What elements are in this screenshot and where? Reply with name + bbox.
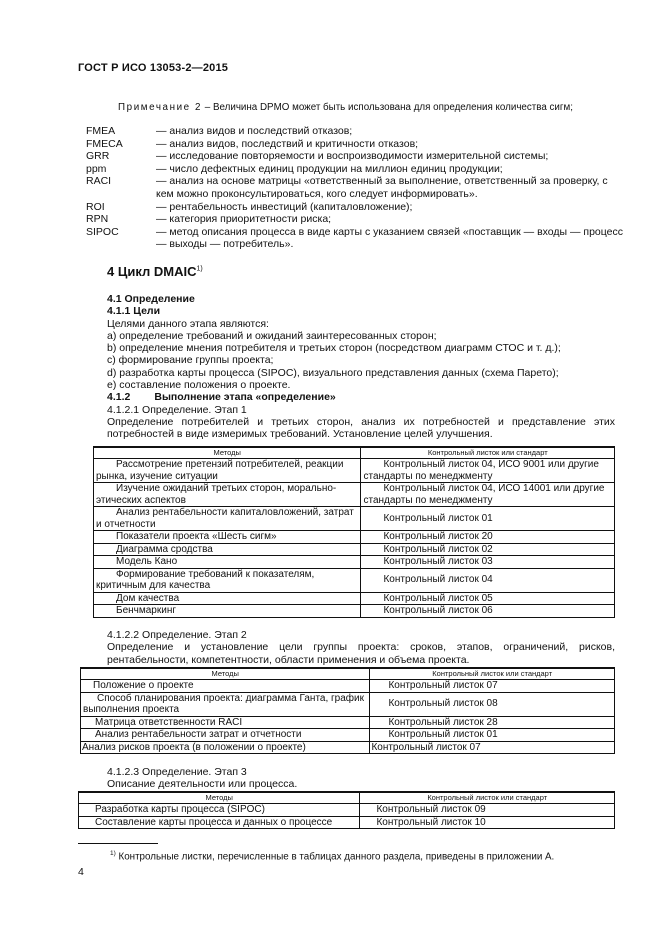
abbreviation-item — [86, 175, 626, 200]
table-header-row — [81, 668, 615, 680]
method-cell: Положение о проекте — [81, 680, 370, 693]
section-4-1-1-heading: 4.1.1 Цели — [107, 305, 161, 318]
table-row — [94, 543, 615, 556]
abbreviation-key: ppm — [86, 162, 107, 175]
stage-1-text: Определение потребителей и третьих сторон, анализ их потребностей и представление этих потребностей в виде измеримых требований. Установление целей улучшения. — [107, 415, 615, 441]
page-number: 4 — [78, 866, 84, 878]
column-header: Контрольный листок или стандарт — [370, 668, 615, 680]
stage-1-table — [93, 446, 615, 618]
checklist-cell: Контрольный листок 04, ИСО 9001 или другие стандарты по менеджменту — [361, 459, 615, 483]
table-row — [81, 729, 615, 742]
method-cell: Составление карты процесса и данных о процессе — [79, 816, 360, 829]
column-header: Методы — [81, 668, 370, 680]
table-row — [79, 804, 615, 817]
method-cell: Диаграмма сродства — [94, 543, 361, 556]
abbreviation-key: RPN — [86, 213, 109, 226]
stage-3-table — [78, 791, 615, 829]
method-cell: Рассмотрение претензий потребителей, реакции рынка, изучение ситуации — [94, 459, 361, 483]
checklist-cell: Контрольный листок 28 — [370, 716, 615, 729]
column-header: Методы — [79, 792, 360, 804]
method-cell: Дом качества — [94, 592, 361, 605]
abbreviation-key: FMECA — [86, 137, 123, 150]
abbreviation-value: — метод описания процесса в виде карты с указанием связей «поставщик — входы — процесс — выходы — потребитель». — [156, 225, 623, 251]
method-cell: Способ планирования проекта: диаграмма Ганта, график выполнения проекта — [81, 692, 370, 716]
section-title: 4 Цикл DMAIC — [107, 264, 197, 279]
abbreviation-item — [86, 125, 626, 138]
stage-2-text: Определение и установление цели группы проекта: сроков, этапов, ограничений, рисков, рентабельности, компетентности, области применения и объема проекта. — [107, 641, 615, 666]
abbreviation-item — [86, 201, 626, 214]
abbreviation-item — [86, 163, 626, 176]
footnote-divider — [78, 843, 158, 844]
abbreviations-list — [86, 125, 626, 251]
abbreviation-value: — рентабельность инвестиций (капиталовложение); — [156, 200, 413, 213]
footnote-ref: 1) — [196, 265, 203, 273]
method-cell: Формирование требований к показателям, критичным для качества — [94, 568, 361, 592]
column-header: Методы — [94, 447, 361, 459]
goal-item: e) составление положения о проекте. — [107, 379, 291, 392]
checklist-cell: Контрольный листок 20 — [361, 531, 615, 544]
checklist-cell: Контрольный листок 09 — [360, 804, 615, 817]
stage-2-heading: 4.1.2.2 Определение. Этап 2 — [107, 629, 247, 641]
table-row — [94, 483, 615, 507]
table-header-row — [79, 792, 615, 804]
note-2 — [118, 102, 573, 113]
abbreviation-value: — анализ видов, последствий и критичности отказов; — [156, 137, 419, 150]
goal-item: b) определение мнения потребителя и третьих сторон (посредством диаграмм СТОС и т. д.); — [107, 342, 561, 355]
checklist-cell: Контрольный листок 01 — [370, 729, 615, 742]
abbreviation-value: — категория приоритетности риска; — [156, 213, 332, 226]
method-cell: Бенчмаркинг — [94, 605, 361, 618]
abbreviation-item — [86, 150, 626, 163]
checklist-cell: Контрольный листок 07 — [370, 741, 615, 754]
column-header: Контрольный листок или стандарт — [360, 792, 615, 804]
abbreviation-item — [86, 213, 626, 226]
section-4-heading — [107, 264, 203, 279]
abbreviation-value: — анализ на основе матрицы «ответственный за выполнение, ответственный за проверку, с кем можно проконсультироваться, кого следует информировать». — [156, 175, 608, 200]
section-number: 4.1.2 — [107, 391, 131, 404]
footnote-text: Контрольные листки, перечисленные в таблицах данного раздела, приведены в приложении А. — [115, 851, 555, 863]
method-cell: Анализ рентабельности затрат и отчетности — [81, 729, 370, 742]
note-text: – Величина DPMO может быть использована для определения количества сигм; — [202, 102, 573, 113]
goal-item: d) разработка карты процесса (SIPOC), визуального представления данных (схема Парето); — [107, 366, 559, 379]
abbreviation-value: — число дефектных единиц продукции на миллион единиц продукции; — [156, 162, 503, 175]
abbreviation-key: SIPOC — [86, 225, 119, 238]
goal-item: a) определение требований и ожиданий заинтересованных сторон; — [107, 329, 437, 342]
table-header-row — [94, 447, 615, 459]
table-row — [94, 568, 615, 592]
abbreviation-item — [86, 226, 626, 251]
table-row — [81, 680, 615, 693]
abbreviation-key: RACI — [86, 175, 112, 188]
checklist-cell: Контрольный листок 10 — [360, 816, 615, 829]
document-header: ГОСТ Р ИСО 13053-2—2015 — [78, 62, 229, 74]
stage-3-section — [107, 766, 615, 791]
abbreviation-key: FMEA — [86, 125, 116, 137]
footnote-mark: 1) — [110, 850, 116, 857]
method-cell: Показатели проекта «Шесть сигм» — [94, 531, 361, 544]
checklist-cell: Контрольный листок 04, ИСО 14001 или другие стандарты по менеджменту — [361, 483, 615, 507]
section-title: Выполнение этапа «определение» — [154, 391, 336, 404]
checklist-cell: Контрольный листок 06 — [361, 605, 615, 618]
stage-2-section — [107, 629, 615, 666]
table-row — [79, 816, 615, 829]
stage-2-table — [80, 667, 615, 754]
checklist-cell: Контрольный листок 01 — [361, 507, 615, 531]
column-header: Контрольный листок или стандарт — [361, 447, 615, 459]
abbreviation-value: — исследование повторяемости и воспроизводимости измерительной системы; — [156, 150, 549, 163]
checklist-cell: Контрольный листок 08 — [370, 692, 615, 716]
table-row — [81, 741, 615, 754]
section-4-1-heading: 4.1 Определение — [107, 293, 195, 305]
checklist-cell: Контрольный листок 05 — [361, 592, 615, 605]
table-row — [94, 556, 615, 569]
goals-intro: Целями данного этапа являются: — [107, 317, 269, 330]
table-row — [81, 716, 615, 729]
checklist-cell: Контрольный листок 03 — [361, 556, 615, 569]
method-cell: Матрица ответственности RACI — [81, 716, 370, 729]
table-row — [94, 592, 615, 605]
method-cell: Изучение ожиданий третьих сторон, морально-этических аспектов — [94, 483, 361, 507]
abbreviation-key: GRR — [86, 150, 110, 163]
section-4-1-2-heading — [107, 391, 615, 403]
abbreviation-key: ROI — [86, 200, 105, 213]
stage-3-heading: 4.1.2.3 Определение. Этап 3 — [107, 766, 247, 778]
stage-3-text: Описание деятельности или процесса. — [107, 778, 298, 791]
footnote — [110, 850, 554, 862]
table-row — [94, 507, 615, 531]
note-label: Примечание 2 — [118, 102, 203, 113]
method-cell: Модель Кано — [94, 556, 361, 569]
section-4-1 — [107, 293, 615, 441]
table-row — [81, 692, 615, 716]
table-row — [94, 459, 615, 483]
table-row — [94, 605, 615, 618]
abbreviation-item — [86, 138, 626, 151]
method-cell: Анализ рисков проекта (в положении о проекте) — [81, 741, 370, 754]
checklist-cell: Контрольный листок 07 — [370, 680, 615, 693]
checklist-cell: Контрольный листок 02 — [361, 543, 615, 556]
goal-item: c) формирование группы проекта; — [107, 354, 274, 367]
stage-1-heading: 4.1.2.1 Определение. Этап 1 — [107, 403, 247, 416]
method-cell: Разработка карты процесса (SIPOC) — [79, 804, 360, 817]
abbreviation-value: — анализ видов и последствий отказов; — [156, 125, 353, 137]
checklist-cell: Контрольный листок 04 — [361, 568, 615, 592]
method-cell: Анализ рентабельности капиталовложений, затрат и отчетности — [94, 507, 361, 531]
table-row — [94, 531, 615, 544]
